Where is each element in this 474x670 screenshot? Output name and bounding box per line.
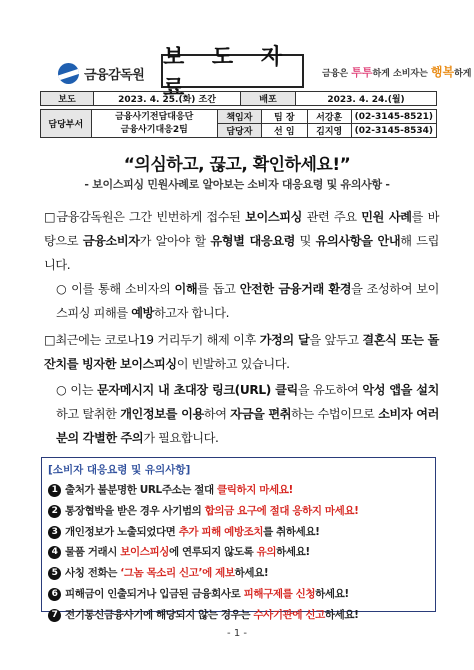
dept-name: 금융사기전담대응단 금융사기대응2팀 [91, 110, 217, 138]
contact-name: 서강훈 [307, 110, 351, 124]
advice-item: 7 전기통신금융사기에 해당되지 않는 경우는 수사기관에 신고하세요! [48, 605, 429, 626]
contact-role: 책임자 [217, 110, 261, 124]
doc-type-title: 보 도 자 료 [161, 54, 304, 88]
subheadline: - 보이스피싱 민원사례로 알아보는 소비자 대응요령 및 유의사항 - [84, 178, 390, 191]
number-badge-icon: 5 [48, 567, 61, 580]
paragraph-1: □금융감독원은 그간 빈번하게 접수된 보이스피싱 관련 주요 민원 사례를 바탕으로 금융소비자가 알아야 할 유형별 대응요령 및 유의사항을 안내해 드립니다. [44, 210, 439, 272]
contact-phone: (02-3145-8534) [351, 124, 436, 138]
distribution-date: 2023. 4. 24.(월) [296, 92, 437, 106]
advice-item: 1 출처가 불분명한 URL주소는 절대 클릭하지 마세요! [48, 480, 429, 501]
advice-item: 5 사칭 전화는 ‘그놈 목소리 신고’에 제보하세요! [48, 563, 429, 584]
paragraph-2: ○ 이를 통해 소비자의 이해를 돕고 안전한 금융거래 환경을 조성하여 보이스피싱 피해를 예방하고자 합니다. [56, 282, 440, 320]
fss-logo [58, 61, 168, 85]
advice-item: 2 통장협박을 받은 경우 사기범의 합의금 요구에 절대 응하지 마세요! [48, 501, 429, 522]
number-badge-icon: 3 [48, 526, 61, 539]
number-badge-icon: 7 [48, 609, 61, 622]
fss-emblem-icon [58, 63, 79, 84]
release-date: 2023. 4. 25.(화) 조간 [94, 92, 241, 106]
advice-item: 4 물품 거래시 보이스피싱에 연루되지 않도록 유의하세요! [48, 542, 429, 563]
advice-item: 3 개인정보가 노출되었다면 추가 피해 예방조치를 취하세요! [48, 522, 429, 543]
number-badge-icon: 1 [48, 484, 61, 497]
advice-heading: [소비자 대응요령 및 유의사항] [48, 464, 191, 476]
number-badge-icon: 2 [48, 505, 61, 518]
paragraph-4: ○ 이는 문자메시지 내 초대장 링크(URL) 클릭을 유도하여 악성 앱을 설치하고 탈취한 개인정보를 이용하여 자금을 편취하는 수법이므로 소비자 여러분의 각별한 주의가 필요합니다. [56, 383, 439, 445]
contact-name: 김지영 [307, 124, 351, 138]
advice-box [41, 457, 436, 621]
contact-role: 담당자 [217, 124, 261, 138]
contact-phone: (02-3145-8521) [351, 110, 436, 124]
org-name: 금융감독원 [84, 67, 145, 83]
contact-table [40, 109, 437, 138]
number-badge-icon: 4 [48, 546, 61, 559]
page-number: - 1 - [227, 628, 247, 639]
headline: “의심하고, 끊고, 확인하세요!” [123, 155, 351, 175]
dept-label: 담당부서 [41, 110, 92, 138]
distribution-label: 배포 [241, 92, 296, 106]
paragraph-3: □최근에는 코로나19 거리두기 해제 이후 가정의 달을 앞두고 결혼식 또는 돌잔치를 빙자한 보이스피싱이 빈발하고 있습니다. [44, 333, 439, 371]
contact-title: 팀 장 [261, 110, 307, 124]
release-label: 보도 [41, 92, 94, 106]
advice-item: 6 피해금이 인출되거나 입금된 금융회사로 피해구제를 신청하세요! [48, 584, 429, 605]
slogan: 금융은 투투하게 소비자는 행복하게 [322, 65, 472, 79]
release-table [40, 91, 437, 106]
contact-title: 선 임 [261, 124, 307, 138]
number-badge-icon: 6 [48, 588, 61, 601]
